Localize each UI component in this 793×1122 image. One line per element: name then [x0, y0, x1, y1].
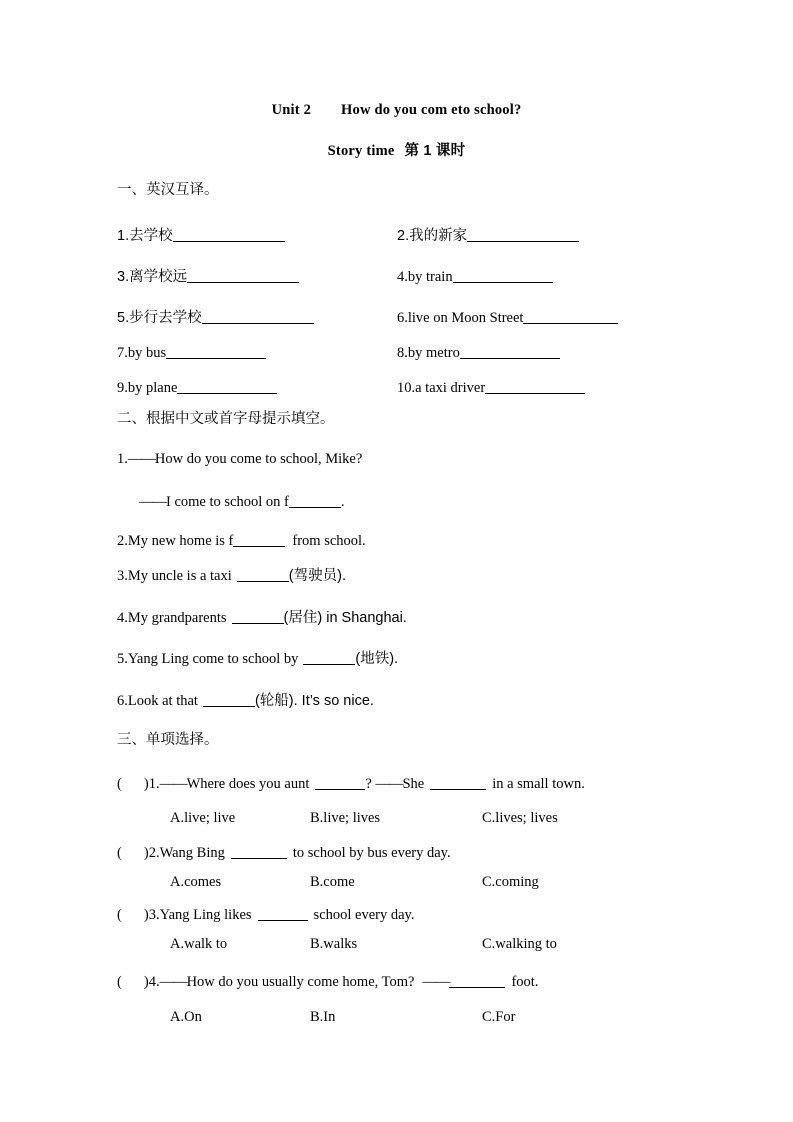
answer-blank[interactable]: [523, 309, 618, 324]
fill-item-1-question: [117, 452, 362, 467]
item-text: 去学校: [129, 227, 173, 244]
item-number: 3.: [117, 268, 130, 285]
answer-blank[interactable]: [485, 379, 585, 394]
item-text-mid: ?: [365, 775, 376, 792]
item-text: My new home is f: [127, 532, 234, 549]
option-2-c[interactable]: C.coming: [482, 874, 539, 890]
fill-item-5: [117, 650, 398, 666]
item-number: 5.: [117, 309, 130, 326]
answer-blank[interactable]: [173, 227, 285, 242]
section-heading-2: 二、根据中文或首字母提示填空。: [117, 411, 335, 427]
option-4-b[interactable]: B.In: [310, 1009, 336, 1025]
item-text-tail: (轮船). It’s so nice.: [254, 692, 374, 709]
fill-item-1-answer: [139, 493, 344, 509]
item-number: 6.: [397, 309, 408, 326]
translate-item-7: [117, 344, 266, 360]
choice-question-4: [117, 973, 538, 989]
answer-bracket-open[interactable]: (: [117, 973, 122, 990]
title-main-text: How do you com eto school?: [341, 102, 522, 118]
answer-blank[interactable]: [202, 309, 314, 324]
item-text-3: foot.: [511, 973, 539, 990]
item-text: Wang Bing: [159, 844, 225, 861]
translate-item-1: [117, 227, 285, 243]
item-number: 10.: [397, 379, 416, 396]
em-dash: ——: [159, 973, 187, 990]
item-text: I come to school on f: [166, 493, 289, 510]
choice-question-1: [117, 775, 585, 791]
item-number: 2.: [397, 227, 410, 244]
answer-bracket-open[interactable]: (: [117, 844, 122, 861]
answer-blank[interactable]: [177, 379, 277, 394]
answer-blank[interactable]: [449, 973, 505, 988]
item-number: 9.: [117, 379, 128, 396]
subtitle-cn: 第 1 课时: [404, 143, 466, 159]
option-3-b[interactable]: B.walks: [310, 936, 358, 952]
answer-bracket-close[interactable]: ): [143, 775, 149, 792]
item-number: 4.: [117, 609, 128, 626]
answer-blank[interactable]: [430, 775, 486, 790]
answer-blank[interactable]: [289, 493, 341, 508]
option-4-a[interactable]: A.On: [170, 1009, 202, 1025]
section-heading-1: 一、英汉互译。: [117, 182, 219, 198]
item-text: My uncle is a taxi: [127, 567, 232, 584]
item-text: How do you come to school, Mike?: [154, 451, 363, 467]
item-number: 1.: [117, 227, 130, 244]
item-number: 2.: [117, 532, 128, 549]
answer-bracket-close[interactable]: ): [143, 906, 149, 923]
answer-blank[interactable]: [460, 344, 560, 359]
item-text: How do you usually come home, Tom?: [186, 973, 415, 990]
item-text: Yang Ling likes: [159, 906, 252, 923]
em-dash: ——: [375, 775, 403, 792]
option-3-a[interactable]: A.walk to: [170, 936, 228, 952]
em-dash: ——: [422, 973, 450, 990]
item-text-2: She: [402, 775, 425, 792]
translate-item-4: [397, 268, 553, 284]
choice-question-3: [117, 906, 414, 922]
item-text-tail: (地铁).: [355, 650, 399, 667]
answer-blank[interactable]: [315, 775, 365, 790]
item-text: by metro: [407, 344, 460, 361]
item-text-tail: from school.: [292, 532, 366, 549]
item-text: 离学校远: [129, 268, 188, 285]
answer-blank[interactable]: [303, 650, 355, 665]
item-number: 1.: [117, 451, 128, 467]
title-unit: Unit 2: [271, 102, 312, 118]
em-dash: ——: [139, 493, 166, 510]
item-number: 3.: [148, 906, 160, 923]
item-text: Where does you aunt: [186, 775, 310, 792]
page-subtitle: [0, 139, 793, 160]
translate-item-8: [397, 344, 560, 360]
item-number: 8.: [397, 344, 408, 361]
option-1-b[interactable]: B.live; lives: [310, 810, 381, 826]
answer-blank[interactable]: [467, 227, 579, 242]
item-number: 5.: [117, 650, 128, 667]
answer-blank[interactable]: [258, 906, 308, 921]
item-number: 3.: [117, 567, 128, 584]
answer-blank[interactable]: [232, 609, 284, 624]
item-text: 步行去学校: [129, 309, 202, 326]
item-text: 我的新家: [409, 227, 468, 244]
answer-blank[interactable]: [166, 344, 266, 359]
answer-blank[interactable]: [233, 532, 285, 547]
item-text-3: school every day.: [313, 906, 415, 923]
answer-bracket-close[interactable]: ): [143, 973, 149, 990]
option-3-c[interactable]: C.walking to: [482, 936, 557, 952]
translate-item-2: [397, 227, 579, 243]
fill-item-2: [117, 532, 366, 548]
item-text: live on Moon Street: [407, 309, 524, 326]
item-text-tail: .: [340, 493, 345, 510]
item-text: by train: [407, 268, 453, 285]
answer-bracket-close[interactable]: ): [143, 844, 149, 861]
em-dash: ——: [159, 775, 187, 792]
item-number: 7.: [117, 344, 128, 361]
answer-bracket-open[interactable]: (: [117, 906, 122, 923]
option-2-a[interactable]: A.comes: [170, 874, 222, 890]
option-2-b[interactable]: B.come: [310, 874, 355, 890]
item-text: Yang Ling come to school by: [127, 650, 299, 667]
answer-blank[interactable]: [237, 567, 289, 582]
item-text-tail: (居住) in Shanghai.: [283, 609, 407, 626]
item-number: 1.: [148, 775, 160, 792]
answer-blank[interactable]: [231, 844, 287, 859]
item-text-3: to school by bus every day.: [292, 844, 451, 861]
answer-blank[interactable]: [453, 268, 553, 283]
translate-item-9: [117, 379, 277, 395]
choice-question-2: [117, 844, 451, 860]
item-number: 6.: [117, 692, 128, 709]
translate-item-10: [397, 379, 585, 395]
item-number: 4.: [397, 268, 408, 285]
answer-blank[interactable]: [203, 692, 255, 707]
item-text: a taxi driver: [415, 379, 486, 396]
option-1-a[interactable]: A.live; live: [170, 810, 236, 826]
subtitle-en: Story time: [327, 143, 395, 159]
item-text-tail: (驾驶员).: [288, 567, 346, 584]
translate-item-5: [117, 309, 314, 325]
fill-item-4: [117, 609, 407, 625]
translate-item-6: [397, 309, 618, 325]
item-text: by bus: [127, 344, 167, 361]
item-number: 2.: [148, 844, 160, 861]
answer-blank[interactable]: [187, 268, 299, 283]
page-title: [0, 102, 793, 119]
fill-item-3: [117, 567, 346, 583]
item-number: 4.: [148, 973, 160, 990]
fill-item-6: [117, 692, 374, 708]
option-1-c[interactable]: C.lives; lives: [482, 810, 558, 826]
option-4-c[interactable]: C.For: [482, 1009, 516, 1025]
translate-item-3: [117, 268, 299, 284]
item-text: by plane: [127, 379, 178, 396]
section-heading-3: 三、单项选择。: [117, 732, 219, 748]
answer-bracket-open[interactable]: (: [117, 775, 122, 792]
item-text: My grandparents: [127, 609, 227, 626]
em-dash: ——: [127, 451, 155, 467]
item-text: Look at that: [127, 692, 198, 709]
item-text-3: in a small town.: [492, 775, 585, 792]
